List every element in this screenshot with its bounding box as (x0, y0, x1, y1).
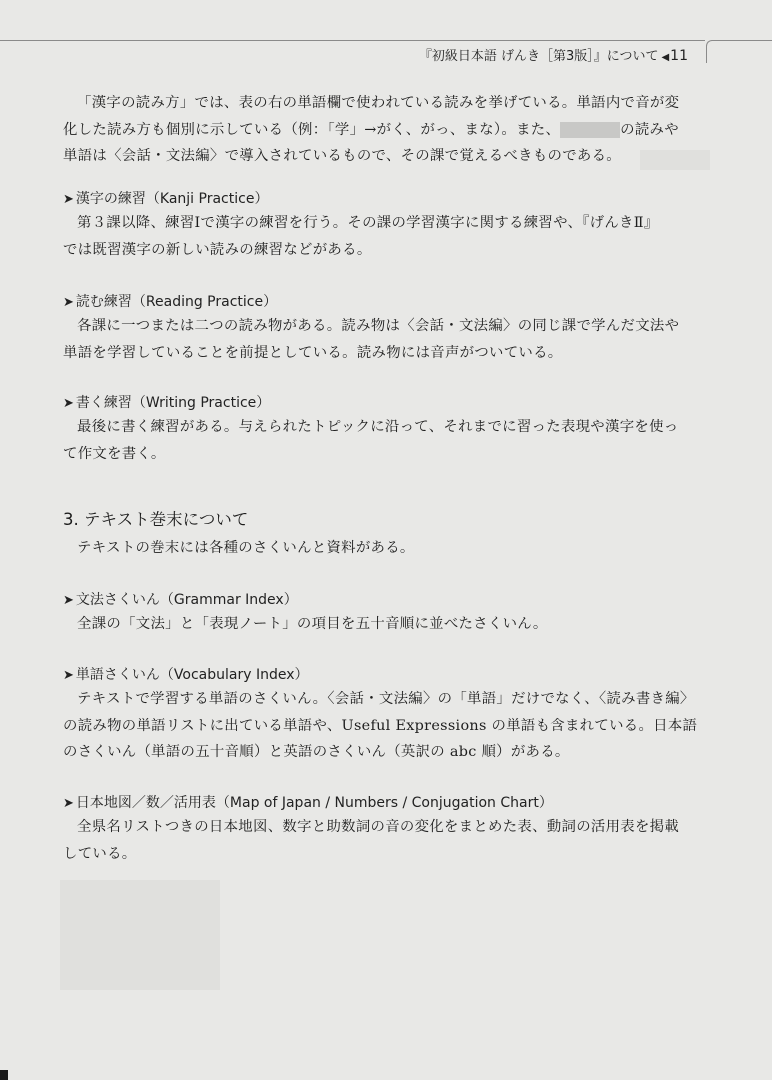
grammar-index-body (63, 611, 723, 638)
end-matter-intro (63, 535, 723, 562)
subheading-label: 単語さくいん（Vocabulary Index） (75, 667, 309, 683)
subheading-label: 読む練習（Reading Practice） (75, 294, 278, 310)
arrowhead-icon: ➤ (63, 796, 74, 811)
page-number: 11 (670, 48, 688, 64)
subheading-label: 書く練習（Writing Practice） (75, 395, 271, 411)
arrowhead-icon: ➤ (63, 593, 74, 608)
intro-line: 単語は〈会話・文法編〉で導入されているもので、その課で覚えるべきものである。 (63, 148, 621, 164)
body-line: 全課の「文法」と「表現ノート」の項目を五十音順に並べたさくいん。 (77, 616, 548, 632)
body-line: 全県名リストつきの日本地図、数字と助数詞の音の変化をまとめた表、動詞の活用表を掲載 (77, 819, 680, 835)
subheading-label: 文法さくいん（Grammar Index） (75, 592, 298, 608)
intro-line (63, 117, 723, 144)
arrowhead-icon: ➤ (63, 295, 74, 310)
subheading-label: 漢字の練習（Kanji Practice） (75, 191, 269, 207)
page-number-tab (706, 40, 772, 63)
body-line: テキストの巻末には各種のさくいんと資料がある。 (77, 540, 415, 556)
writing-practice-body (63, 414, 723, 467)
subheading-label: 日本地図／数／活用表（Map of Japan / Numbers / Conjugation Chart） (75, 795, 553, 811)
running-header (419, 45, 688, 64)
intro-paragraph (63, 90, 723, 170)
kanji-practice-body (63, 210, 723, 263)
header-rule (0, 40, 705, 41)
redacted-block (560, 122, 620, 138)
arrowhead-icon: ➤ (63, 396, 74, 411)
body-line: では既習漢字の新しい読みの練習などがある。 (63, 241, 372, 258)
arrowhead-icon: ➤ (63, 192, 74, 207)
body-line: のさくいん（単語の五十音順）と英語のさくいん（英訳の abc 順）がある。 (63, 744, 570, 760)
subheading-writing-practice (63, 392, 270, 412)
intro-line-part: 化した読み方も個別に示している（例：「学」→がく、がっ、まな）。また、 (63, 121, 561, 138)
intro-line: 「漢字の読み方」では、表の右の単語欄で使われている読みを挙げている。単語内で音が変 (77, 95, 680, 111)
body-line: 第３課以降、練習Ⅰで漢字の練習を行う。その課の学習漢字に関する練習や、『げんきⅡ』 (77, 215, 659, 231)
subheading-map-numbers-conjugation (63, 792, 553, 812)
reading-practice-body (63, 313, 723, 366)
body-line: 各課に一つまたは二つの読み物がある。読み物は〈会話・文法編〉の同じ課で学んだ文法や (77, 318, 680, 334)
body-line: している。 (63, 845, 137, 862)
body-line: て作文を書く。 (63, 445, 166, 462)
body-line: の読み物の単語リストに出ている単語や、Useful Expressions の単語も含まれている。日本語 (63, 717, 698, 734)
body-line: テキストで学習する単語のさくいん。〈会話・文法編〉の「単語」だけでなく、〈読み書き編〉 (77, 691, 695, 707)
page-marker-icon: ◀ (661, 52, 670, 63)
show-through-shade (60, 880, 220, 990)
subheading-vocabulary-index (63, 664, 309, 684)
section-title-end-matter: 3. テキスト巻末について (63, 510, 249, 529)
arrowhead-icon: ➤ (63, 668, 74, 683)
intro-line-part: の読みや (620, 121, 679, 138)
subheading-reading-practice (63, 291, 277, 311)
subheading-kanji-practice (63, 188, 268, 208)
map-numbers-body (63, 814, 723, 867)
page-corner-mark (0, 1070, 8, 1080)
vocabulary-index-body (63, 686, 723, 766)
running-title: 『初級日本語 げんき［第3版］』について (418, 49, 659, 64)
body-line: 単語を学習していることを前提としている。読み物には音声がついている。 (63, 344, 563, 361)
body-line: 最後に書く練習がある。与えられたトピックに沿って、それまでに習った表現や漢字を使っ (77, 419, 679, 435)
subheading-grammar-index (63, 589, 298, 609)
